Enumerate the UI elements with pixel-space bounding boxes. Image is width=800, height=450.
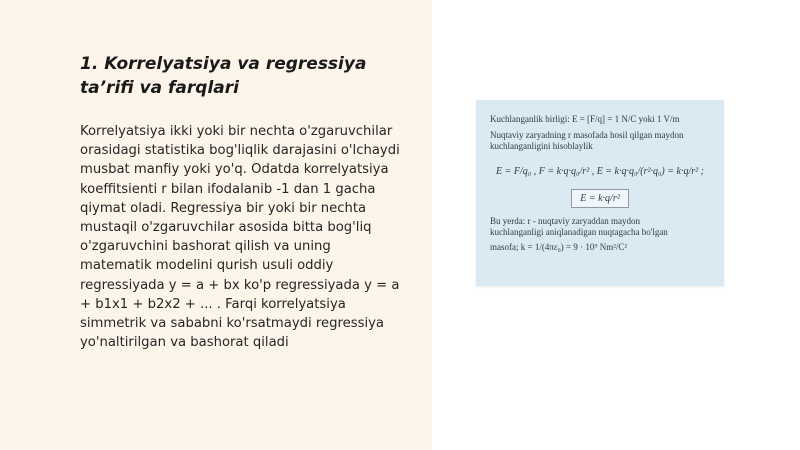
formula-intro-line-2: kuchlanganligini hisoblaylik xyxy=(490,141,593,151)
slide-body-text: Korrelyatsiya ikki yoki bir nechta o'zgaruvchilar orasidagi statistika bog'liqlik darajasini o'lchaydi musbat manfiy yoki yo'q. Odatda korrelyatsiya koeffitsienti r bilan ifodalanib -1 dan 1 gacha qiymat oladi. Regressiya bir yoki bir nechta mustaqil o'zgaruvchilar asosida bitta bog'liq o'zgaruvchini bashorat qilish va uning matematik modelini qurish usuli oddiy regressiyada y = a + bx ko'p regressiyada y = a + b1x1 + b2x2 + ... . Farqi korrelyatsiya simmetrik va sababni ko'rsatmaydi regressiya yo'naltirilgan va bashorat qiladi xyxy=(80,124,400,351)
formula-constant-line: masofa; k = 1/(4πε₀) = 9 · 10⁹ Nm²/C² xyxy=(490,242,628,252)
formula-note-line-1: Bu yerda: r - nuqtaviy zaryaddan maydon xyxy=(490,216,640,226)
slide-title: 1. Korrelyatsiya va regressiya ta’rifi va farqlari xyxy=(80,54,367,98)
formula-boxed: E = k·q/r² xyxy=(571,189,628,208)
formula-intro-line-1: Nuqtaviy zaryadning r masofada hosil qilgan maydon xyxy=(490,130,684,140)
formula-main: E = F/q₀ , F = k·q·q₀/r² , E = k·q·q₀/(r²·q₀) = k·q/r² ; xyxy=(496,166,704,177)
formula-unit-line: Kuchlanganlik birligi: E = [F/q] = 1 N/C yoki 1 V/m xyxy=(490,114,680,124)
formula-image xyxy=(476,100,724,286)
formula-note-line-2: kuchlanganligi aniqlanadigan nuqtagacha bo'lgan xyxy=(490,227,668,237)
formula-boxed-wrap xyxy=(476,188,724,208)
